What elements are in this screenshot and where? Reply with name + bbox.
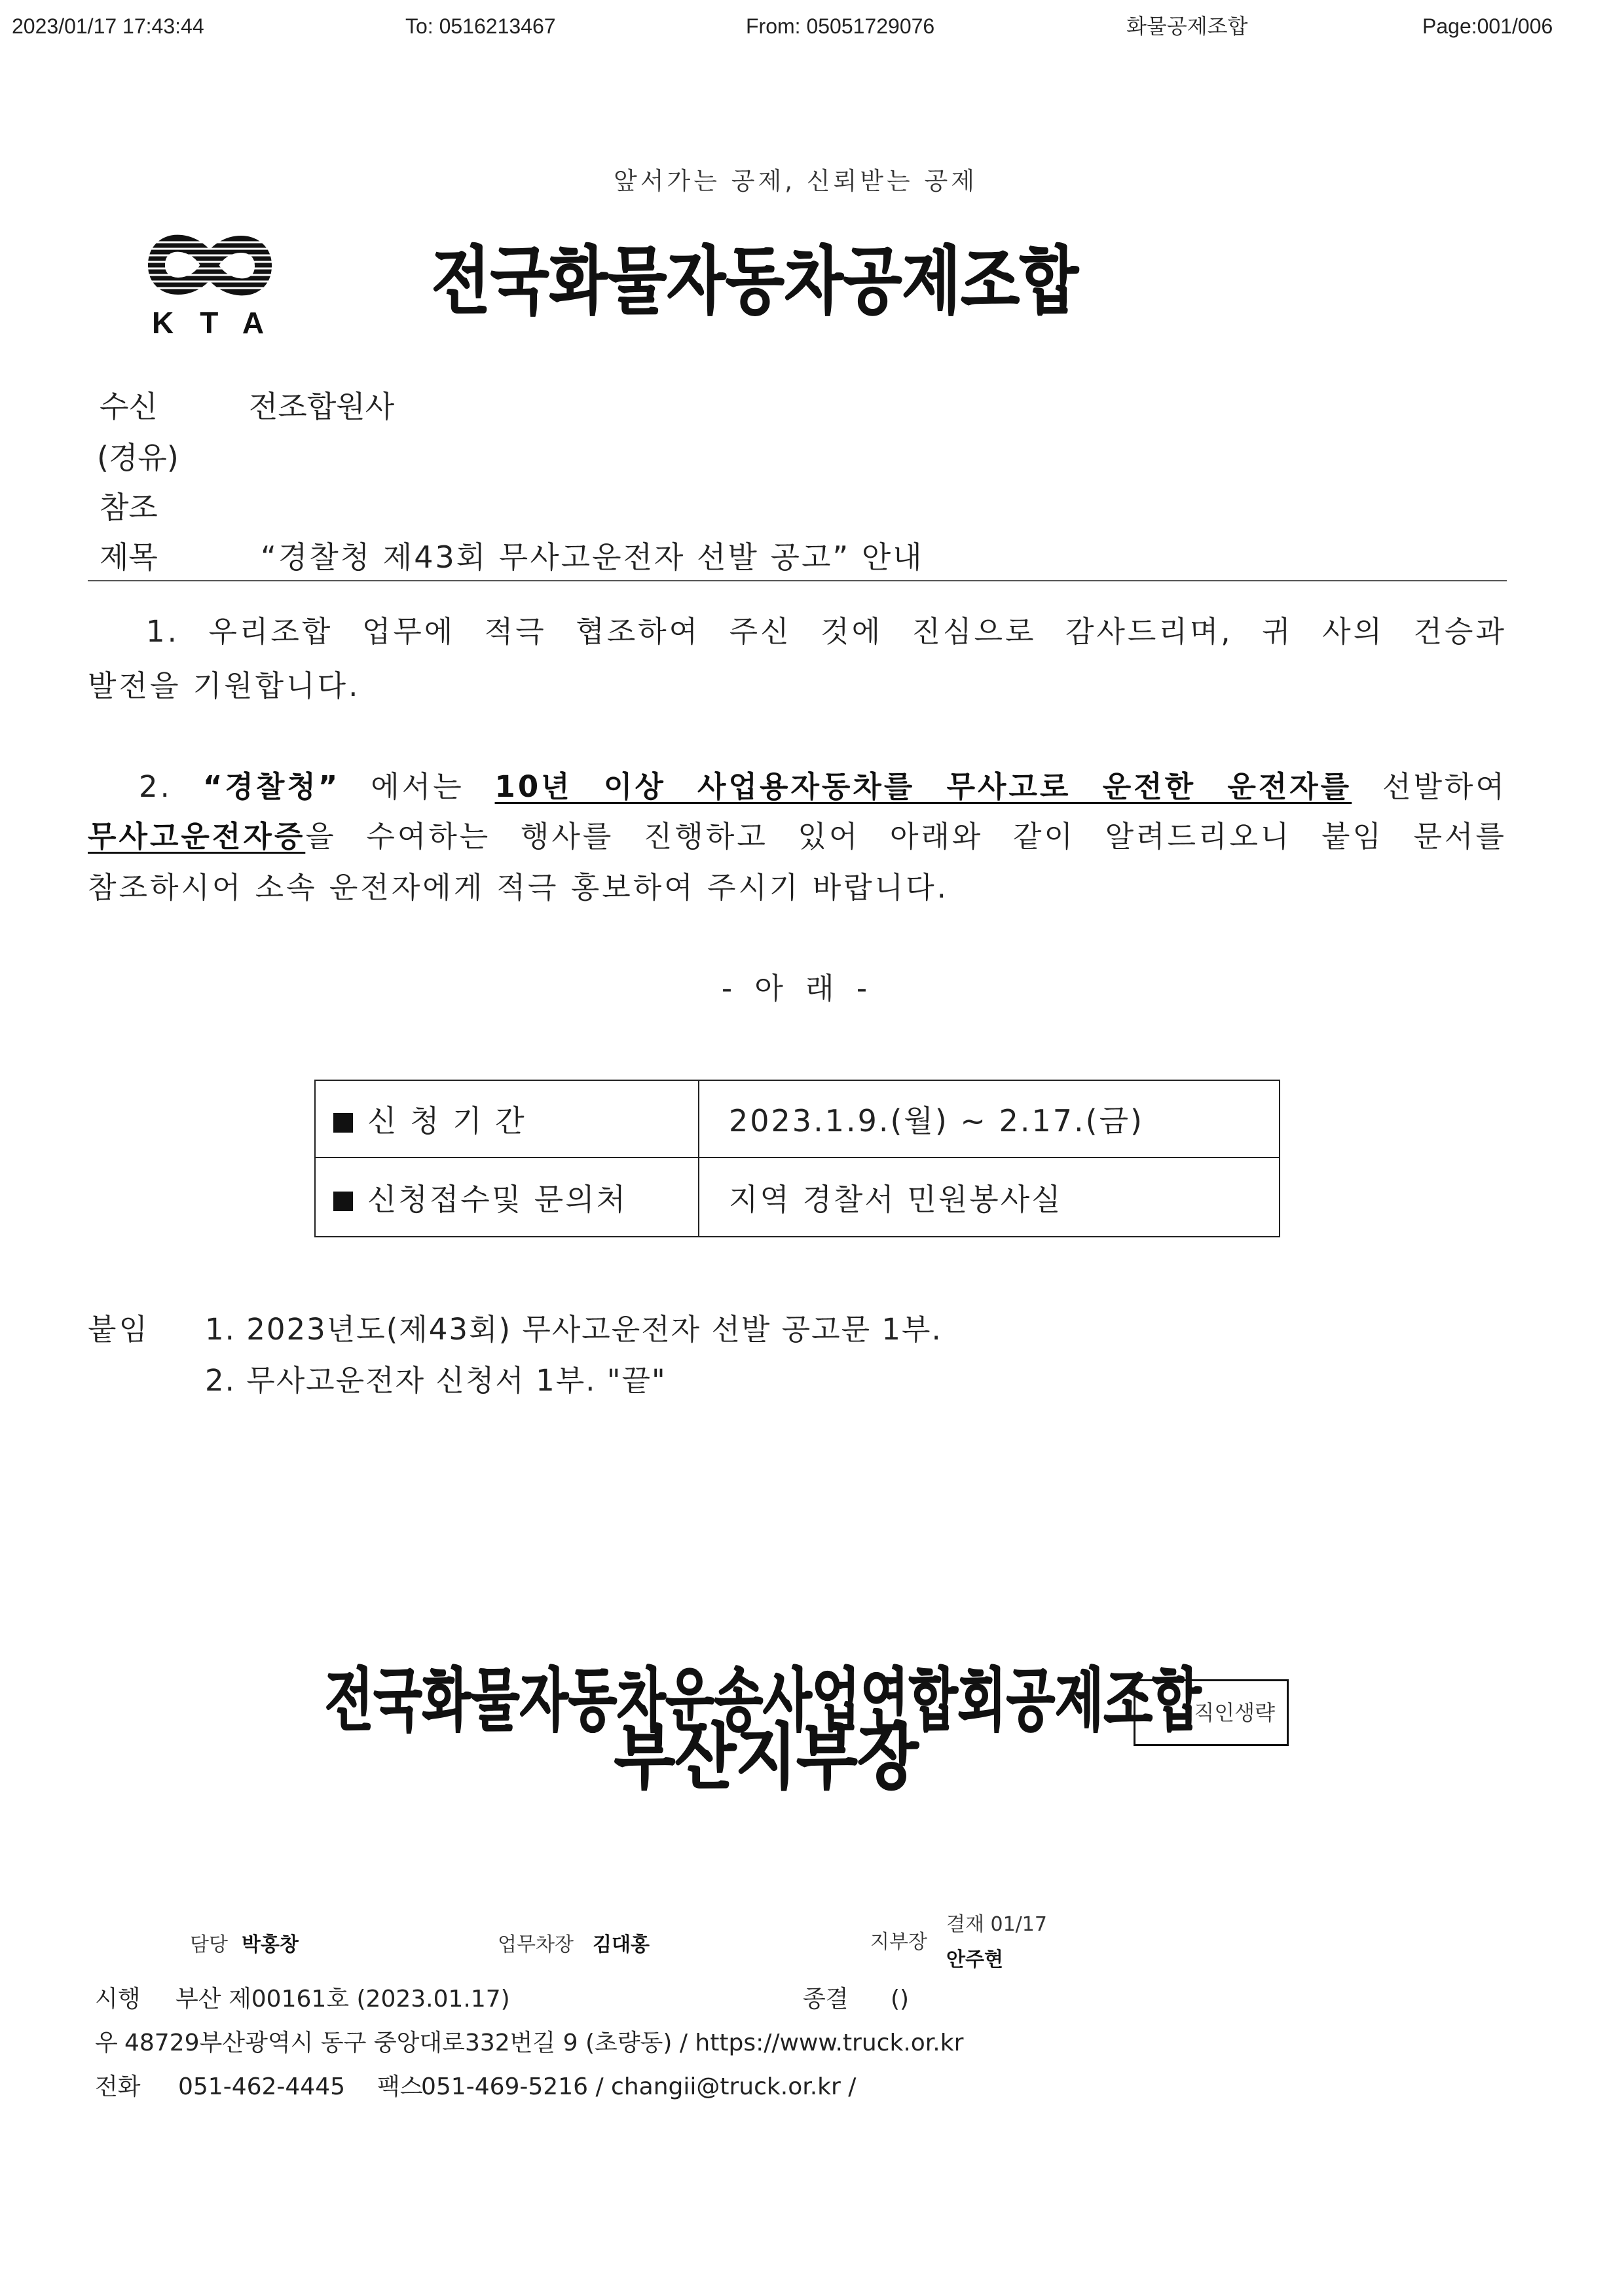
paragraph-2-number: 2.: [139, 769, 203, 804]
paragraph-2-text-c: 을 수여하는 행사를 진행하고 있어 아래와 같이 알려드리오니 붙임 문서를: [305, 819, 1507, 854]
fax-from: From: 05051729076: [746, 14, 935, 38]
square-bullet-icon: [333, 1113, 353, 1133]
paragraph-2-text-a: 에서는: [340, 769, 495, 804]
paragraph-2-agency: “경찰청”: [202, 769, 341, 804]
paragraph-2-highlight-criteria: 10년 이상 사업용자동차를 무사고로 운전한 운전자를: [494, 769, 1352, 804]
organization-title: 전국화물자동차공제조합: [432, 239, 1079, 324]
table-row: [315, 1157, 1280, 1237]
fax-label: 팩스: [377, 2073, 423, 2100]
fax-value: 051-469-5216 / changii@truck.or.kr /: [421, 2073, 857, 2100]
fax-datetime: 2023/01/17 17:43:44: [12, 14, 204, 38]
paragraph-2-line-1: [139, 767, 1507, 807]
table-cell-label: [315, 1080, 699, 1157]
recipient-label: 수신: [100, 389, 158, 424]
subject-divider: [88, 580, 1507, 581]
paragraph-2-line-2: [88, 817, 1507, 856]
table-row: [315, 1080, 1280, 1157]
fax-page-number: Page:001/006: [1422, 14, 1553, 38]
kta-logo-icon: [146, 227, 274, 304]
phone-label: 전화: [95, 2073, 141, 2100]
paragraph-1-line-2: 발전을 기원합니다.: [88, 668, 361, 703]
subject-label: 제목: [100, 539, 158, 575]
address: 48729부산광역시 동구 중앙대로332번길 9 (초량동) / https://www.truck.or.kr: [124, 2030, 964, 2056]
square-bullet-icon: [333, 1192, 353, 1211]
paragraph-1-line-1: 1. 우리조합 업무에 적극 협조하여 주신 것에 진심으로 감사드리며, 귀 사의 건승과: [146, 614, 1507, 649]
attachment-item: 1. 2023년도(제43회) 무사고운전자 선발 공고문 1부.: [205, 1312, 942, 1347]
sender-organization: 전국화물자동차운송사업연합회공제조합: [325, 1660, 1202, 1740]
logo: [146, 227, 291, 340]
fax-to: To: 0516213467: [405, 14, 556, 38]
stamp-text: 직인생략: [1194, 1700, 1275, 1725]
inquiry-office-value: 지역 경찰서 민원봉사실: [699, 1157, 1280, 1237]
attachment-item: 2. 무사고운전자 신청서 1부. "끝": [205, 1363, 667, 1398]
head-role: 지부장: [870, 1931, 927, 1954]
recipient-value: 전조합원사: [249, 389, 395, 424]
logo-text: KTA: [152, 306, 291, 340]
phone-value: 051-462-4445: [178, 2073, 346, 2100]
staff-name: 박홍창: [242, 1933, 299, 1956]
application-period-label: 신 청 기 간: [367, 1103, 526, 1139]
deputy-name: 김대홍: [593, 1933, 650, 1956]
paragraph-2-text-b: 선발하여: [1352, 769, 1507, 804]
deputy-role: 업무차장: [498, 1933, 574, 1956]
attachments-label: 붙임: [88, 1312, 150, 1347]
head-name: 안주현: [946, 1948, 1003, 1971]
slogan: 앞서가는 공제, 신뢰받는 공제: [614, 167, 978, 195]
sender-title: 부산지부장: [614, 1717, 919, 1798]
fax-sender: 화물공제조합: [1126, 14, 1248, 38]
issue-label: 시행: [95, 1986, 141, 2013]
head-decision: 결재 01/17: [946, 1913, 1047, 1936]
subject-value: “경찰청 제43회 무사고운전자 선발 공고” 안내: [261, 539, 924, 575]
application-period-value: 2023.1.9.(월) ~ 2.17.(금): [699, 1080, 1280, 1157]
issue-value: 부산 제00161호 (2023.01.17): [175, 1986, 510, 2013]
via-label: (경유): [97, 440, 179, 475]
paragraph-2-highlight-certificate: 무사고운전자증: [88, 819, 306, 854]
reference-label: 참조: [100, 490, 158, 525]
closing-label: 종결: [803, 1986, 849, 2013]
closing-value: (): [891, 1986, 910, 2013]
staff-role: 담당: [190, 1933, 228, 1956]
postal-label: 우: [95, 2030, 118, 2056]
paragraph-2-line-3: 참조하시어 소속 운전자에게 적극 홍보하여 주시기 바랍니다.: [88, 870, 949, 905]
table-cell-label: [315, 1157, 699, 1237]
details-table: [314, 1080, 1280, 1237]
inquiry-office-label: 신청접수및 문의처: [367, 1181, 628, 1217]
notice-heading: - 아 래 -: [721, 971, 874, 1006]
